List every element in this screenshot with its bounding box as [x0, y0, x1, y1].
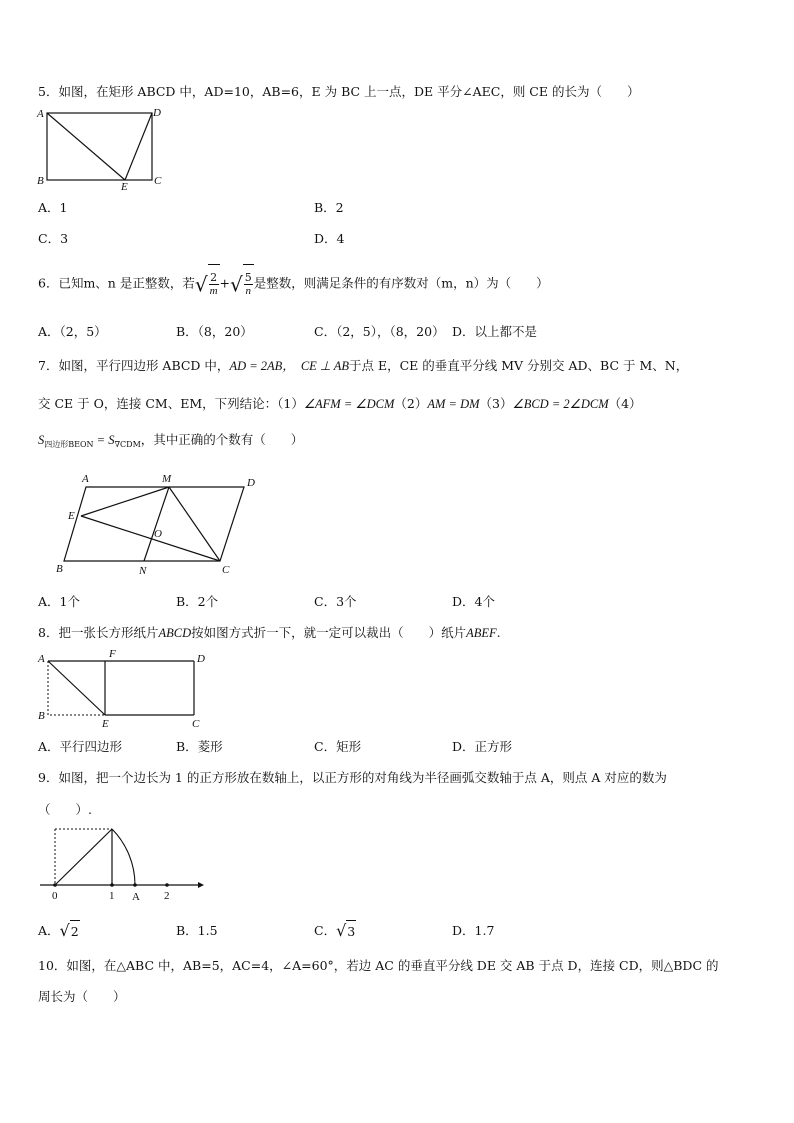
q8-label-c: C: [192, 718, 200, 730]
q9-option-a-sqrt: √2: [60, 920, 80, 943]
q9-line1: 9．如图，把一个边长为 1 的正方形放在数轴上，以正方形的对角线为半径画弧交数轴于点 A，则点 A 对应的数为: [38, 770, 667, 785]
q9-option-d[interactable]: D．1.7: [452, 923, 495, 938]
q9-tick-0: 0: [52, 890, 58, 902]
q8-option-a[interactable]: A．平行四边形: [38, 739, 123, 754]
q7-option-a[interactable]: A．1个: [38, 594, 80, 609]
q9-option-a[interactable]: [38, 920, 80, 943]
q8-stem-c: .: [496, 625, 501, 640]
q5-option-b[interactable]: B．2: [314, 200, 344, 215]
q10-line1: 10．如图，在△ABC 中，AB=5，AC=4，∠A=60°，若边 AC 的垂直平分线 DE 交 AB 于点 D，连接 CD，则△BDC 的: [38, 958, 719, 973]
q9-tick-a: A: [132, 891, 140, 903]
q9-option-c[interactable]: [314, 920, 356, 943]
q8-label-a: A: [38, 653, 45, 665]
q8-stem: [38, 625, 501, 641]
q6-plus: +: [219, 275, 231, 291]
q7-line2-m1: ∠AFM = ∠DCM: [303, 397, 395, 411]
q8-label-d: D: [197, 653, 205, 665]
q6-den1: m: [209, 285, 218, 297]
q5-option-a[interactable]: A．1: [38, 200, 68, 215]
q7-line1-b: 于点 E，CE 的垂直平分线 MV 分别交 AD、BC 于 M、N，: [348, 358, 689, 373]
q9-option-a-label: A．: [38, 923, 60, 938]
q6-sqrt-1: √ $\frac{2}{m}$: [195, 264, 220, 304]
q7-line2-m3: ∠BCD = 2∠DCM: [512, 397, 609, 411]
q6-num2: 5: [244, 271, 252, 284]
q8-option-d[interactable]: D．正方形: [452, 739, 513, 754]
q7-label-b: B: [56, 563, 63, 575]
q7-line1: [38, 358, 688, 374]
q6-num1: 2: [210, 271, 218, 284]
q7-line1-m1: AD = 2AB，: [229, 359, 295, 373]
q7-label-n: N: [139, 565, 147, 577]
q5-label-e: E: [121, 181, 128, 190]
q5-label-b: B: [37, 175, 44, 187]
q8-label-b: B: [38, 710, 45, 722]
q9-option-c-sqrt: √3: [336, 920, 356, 943]
q7-line2-d: （4）: [608, 396, 642, 411]
q6-pre: 6．已知m、n 是正整数，若: [38, 275, 195, 291]
q7-label-e: E: [68, 510, 75, 522]
q7-label-o: O: [154, 528, 162, 540]
q7-line2-c: （3）: [479, 396, 513, 411]
q8-label-e: E: [102, 718, 109, 730]
q7-label-c: C: [222, 564, 230, 576]
q5-option-d[interactable]: D．4: [314, 231, 345, 246]
q9-figure: [36, 822, 208, 904]
q7-label-m: M: [162, 473, 172, 485]
q5-label-a: A: [37, 108, 44, 120]
q5-option-c[interactable]: C．3: [38, 231, 69, 246]
q9-option-c-radicand: 3: [346, 920, 356, 943]
q7-label-a: A: [82, 473, 89, 485]
q8-stem-m1: ABCD: [158, 626, 192, 640]
q8-figure: [36, 648, 208, 730]
q6-sqrt-2: √ $\frac{5}{n}$: [230, 264, 254, 304]
q6-option-a[interactable]: A．（2，5）: [38, 324, 107, 339]
q7-option-c[interactable]: C．3个: [314, 594, 357, 609]
q5-figure: [36, 106, 166, 190]
q5-label-c: C: [154, 175, 162, 187]
q6-option-c[interactable]: C．（2，5），（8，20）: [314, 324, 445, 339]
q7-area-s1: S: [38, 433, 45, 447]
q8-stem-m2: ABEF: [466, 626, 497, 640]
q7-label-d: D: [247, 477, 255, 489]
q7-option-b[interactable]: B．2个: [176, 594, 219, 609]
q7-line3: [38, 432, 303, 453]
q7-figure: [52, 470, 264, 580]
q9-tick-1: 1: [109, 890, 115, 902]
q6-option-b[interactable]: B．（8，20）: [176, 324, 253, 339]
q9-option-c-label: C．: [314, 923, 337, 938]
q8-label-f: F: [109, 648, 116, 660]
q8-stem-b: 按如图方式折一下，就一定可以裁出（ ）纸片: [191, 625, 467, 640]
q8-stem-a: 8．把一张长方形纸片: [38, 625, 159, 640]
q7-line3-b: ，其中正确的个数有（ ）: [140, 432, 304, 447]
q5-stem: 5．如图，在矩形 ABCD 中，AD=10，AB=6，E 为 BC 上一点，DE 平分∠AEC，则 CE 的长为（ ）: [38, 84, 640, 99]
q7-area-sub1: 四边形BEON: [44, 440, 94, 449]
q10-line2: 周长为（ ）: [38, 989, 126, 1004]
q7-area-sub2: ∇CDM: [114, 440, 141, 449]
q6-den2: n: [245, 285, 252, 297]
q7-option-d[interactable]: D．4个: [452, 594, 495, 609]
q7-line2-a: 交 CE 于 O，连接 CM、EM，下列结论：（1）: [38, 396, 304, 411]
q7-line1-a: 7．如图，平行四边形 ABCD 中，: [38, 358, 230, 373]
q9-option-b[interactable]: B．1.5: [176, 923, 218, 938]
q7-line2-m2: AM = DM: [427, 397, 480, 411]
q6-option-d[interactable]: D．以上都不是: [452, 324, 538, 339]
q8-option-c[interactable]: C．矩形: [314, 739, 362, 754]
q6-stem: [38, 264, 549, 304]
q9-tick-2: 2: [164, 890, 170, 902]
q9-line2: （ ）.: [38, 802, 92, 817]
q7-area-eq: = S: [93, 433, 115, 447]
q7-line1-m2: CE ⊥ AB: [300, 359, 349, 373]
q9-option-a-radicand: 2: [70, 920, 80, 943]
q5-label-d: D: [153, 107, 161, 119]
q6-post: 是整数，则满足条件的有序数对（m，n）为（ ）: [253, 275, 549, 291]
q8-option-b[interactable]: B．菱形: [176, 739, 223, 754]
q7-line2: [38, 396, 642, 412]
q7-line2-b: （2）: [394, 396, 428, 411]
